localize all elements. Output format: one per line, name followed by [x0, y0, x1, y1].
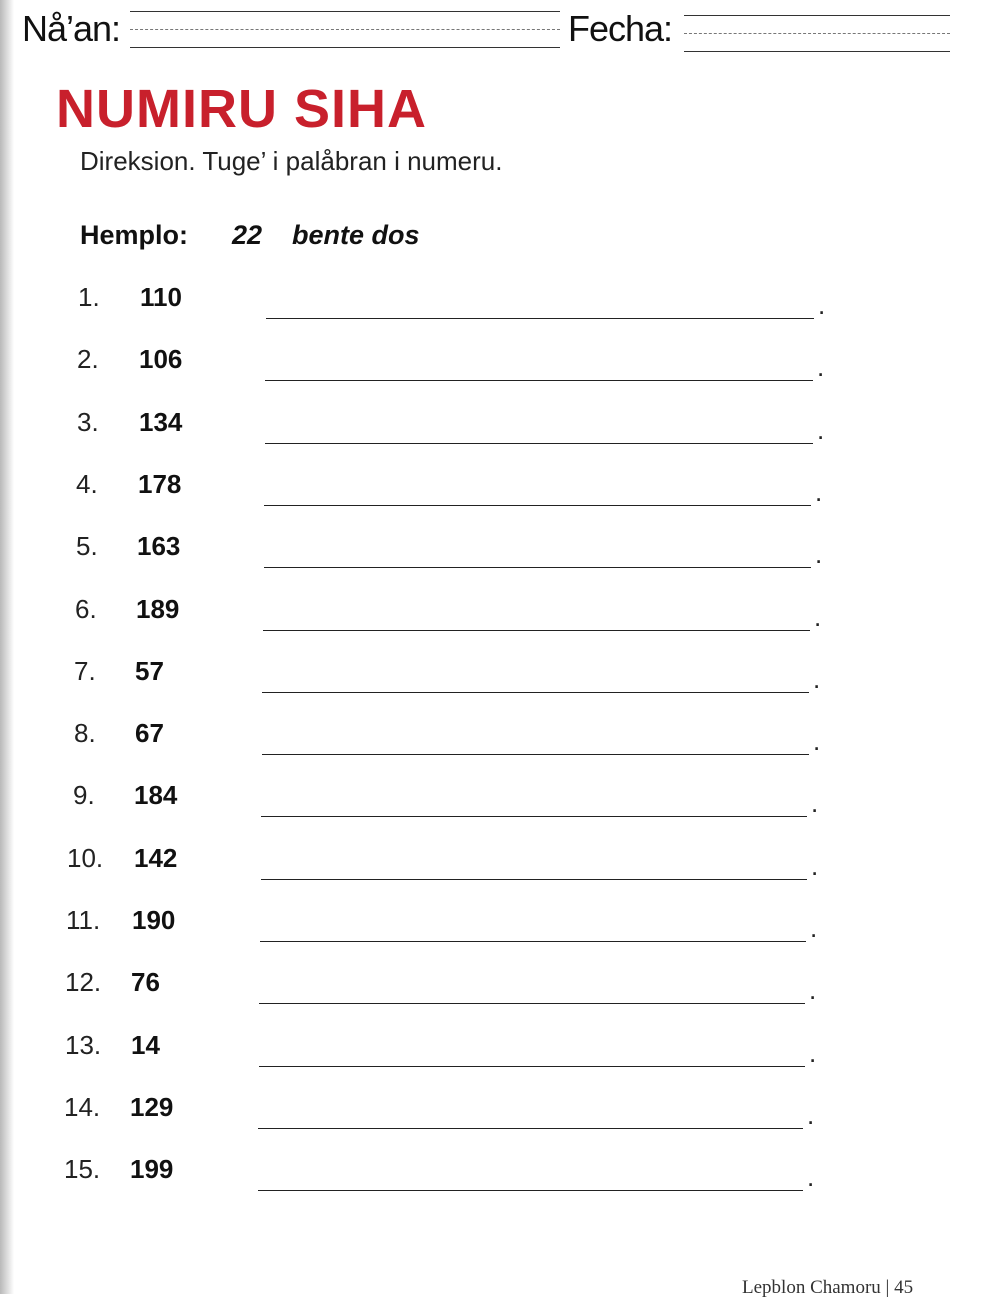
item-value: 142 — [134, 842, 178, 873]
answer-field[interactable] — [264, 483, 811, 506]
item-value: 190 — [132, 905, 176, 935]
answer-field[interactable] — [266, 296, 814, 319]
item-value: 14 — [131, 1029, 160, 1060]
exercise-item — [65, 1029, 831, 1070]
sentence-period: . — [814, 601, 822, 632]
answer-field[interactable] — [262, 732, 809, 755]
exercise-item — [76, 531, 836, 571]
page-gutter-shadow — [0, 0, 14, 1294]
name-writing-lines[interactable] — [130, 9, 560, 49]
sentence-period: . — [809, 1037, 817, 1068]
exercise-item — [77, 344, 837, 384]
answer-field[interactable] — [265, 421, 813, 444]
item-number: 8. — [74, 718, 96, 749]
example-word: bente dos — [292, 220, 420, 250]
page-title: NUMIRU SIHA — [56, 79, 427, 139]
example-label: Hemplo: — [80, 220, 188, 250]
answer-field[interactable] — [260, 919, 806, 942]
exercise-item — [73, 780, 833, 820]
answer-field[interactable] — [258, 1106, 803, 1129]
sentence-period: . — [817, 352, 825, 383]
item-number: 7. — [74, 655, 96, 686]
item-value: 189 — [136, 593, 180, 624]
exercise-item — [77, 407, 837, 447]
sentence-period: . — [810, 913, 818, 943]
item-number: 6. — [75, 593, 97, 624]
item-number: 3. — [77, 406, 99, 437]
item-value: 134 — [139, 406, 183, 437]
sentence-period: . — [818, 290, 826, 320]
exercise-item — [64, 1154, 830, 1194]
exercise-item — [65, 967, 831, 1007]
name-label: Nå’an: — [22, 8, 121, 49]
sentence-period: . — [809, 975, 817, 1006]
item-number: 11. — [66, 905, 101, 935]
item-number: 10. — [67, 842, 104, 873]
sentence-period: . — [817, 414, 825, 445]
item-value: 76 — [131, 967, 160, 998]
sentence-period: . — [811, 788, 819, 819]
item-number: 1. — [78, 282, 100, 312]
answer-field[interactable] — [261, 857, 807, 880]
exercise-item — [64, 1091, 830, 1132]
directions-text: Direksion. Tuge’ i palåbran i numeru. — [80, 146, 503, 176]
sentence-period: . — [811, 850, 819, 881]
item-value: 110 — [140, 282, 182, 312]
exercise-item — [74, 656, 834, 696]
item-number: 2. — [77, 344, 99, 375]
date-writing-lines[interactable] — [684, 13, 950, 53]
answer-field[interactable] — [258, 1168, 803, 1191]
sentence-period: . — [813, 726, 821, 757]
example-row — [80, 220, 420, 251]
answer-field[interactable] — [262, 670, 809, 693]
item-value: 199 — [130, 1154, 174, 1185]
example-number: 22 — [232, 220, 263, 250]
date-label: Fecha: — [568, 8, 673, 49]
item-value: 184 — [134, 780, 178, 811]
item-value: 67 — [135, 718, 164, 749]
item-number: 4. — [76, 468, 98, 499]
answer-field[interactable] — [263, 608, 810, 631]
footer-page-number: 45 — [894, 1277, 914, 1298]
item-number: 14. — [64, 1091, 101, 1122]
sentence-period: . — [815, 476, 823, 507]
exercise-item — [67, 842, 833, 883]
item-number: 9. — [73, 780, 95, 811]
item-value: 106 — [139, 344, 183, 375]
item-value: 178 — [138, 468, 182, 499]
footer-book-title: Lepblon Chamoru — [742, 1277, 881, 1298]
sentence-period: . — [807, 1099, 815, 1130]
item-number: 12. — [65, 967, 102, 998]
sentence-period: . — [807, 1162, 815, 1193]
answer-field[interactable] — [264, 545, 811, 568]
item-number: 13. — [65, 1029, 102, 1060]
item-value: 129 — [130, 1091, 174, 1122]
exercise-item — [76, 469, 836, 509]
page-footer — [742, 1277, 913, 1299]
item-value: 163 — [137, 531, 181, 562]
footer-separator: | — [885, 1277, 890, 1298]
item-number: 15. — [64, 1154, 101, 1185]
sentence-period: . — [813, 663, 821, 694]
answer-field[interactable] — [261, 794, 807, 817]
answer-field[interactable] — [259, 981, 805, 1004]
exercise-item — [74, 718, 834, 758]
item-number: 5. — [76, 531, 98, 562]
answer-field[interactable] — [265, 358, 813, 381]
exercise-item — [75, 594, 835, 634]
answer-field[interactable] — [259, 1044, 805, 1067]
item-value: 57 — [135, 655, 164, 686]
exercise-item — [78, 282, 838, 322]
sentence-period: . — [815, 539, 823, 570]
exercise-item — [66, 905, 832, 945]
